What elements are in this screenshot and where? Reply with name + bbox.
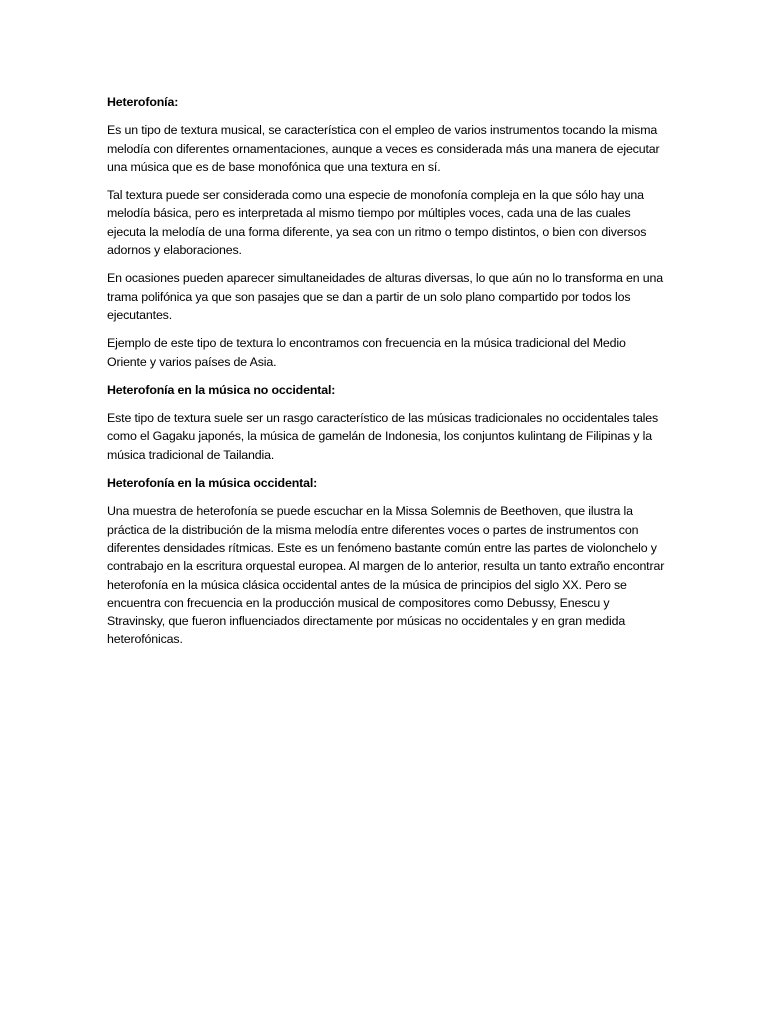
paragraph-monofonia-compleja: Tal textura puede ser considerada como una especie de monofonía compleja en la que sólo hay una melodía básica, pero es interpretada al mismo tiempo por múltiples voces, cada una de las cuales ejecuta la melodía de una forma diferente, ya sea con un ritmo o tempo distintos, o bien con diversos adornos y elaboraciones. [107, 188, 647, 258]
paragraph-occidental: Una muestra de heterofonía se puede escuchar en la Missa Solemnis de Beethoven, que ilustra la práctica de la distribución de la misma melodía entre diferentes voces o partes de instrumentos con diferentes densidades rítmicas. Este es un fenómeno bastante común entre las partes de violonchelo y contrabajo en la escritura orquestal europea. Al margen de lo anterior, resulta un tanto extraño encontrar heterofonía en la música clásica occidental antes de la música de principios del siglo XX. Pero se encuentra con frecuencia en la producción musical de compositores como Debussy, Enescu y Stravinsky, que fueron influenciados directamente por músicas no occidentales y en gran medida heterofónicas. [107, 504, 665, 647]
section-heading-no-occidental: Heterofonía en la música no occidental: [107, 382, 336, 397]
section-heading-occidental: Heterofonía en la música occidental: [107, 476, 318, 491]
paragraph-ejemplo: Ejemplo de este tipo de textura lo encontramos con frecuencia en la música tradicional del Medio Oriente y varios países de Asia. [107, 336, 626, 369]
paragraph-definition: Es un tipo de textura musical, se característica con el empleo de varios instrumentos tocando la misma melodía con diferentes ornamentaciones, aunque a veces es considerada más una manera de ejecutar una música que es de base monofónica que una textura en sí. [107, 123, 660, 174]
section-heading-heterofonia: Heterofonía: [107, 95, 179, 109]
document-body [107, 93, 667, 659]
paragraph-no-occidental: Este tipo de textura suele ser un rasgo característico de las músicas tradicionales no occidentales tales como el Gagaku japonés, la música de gamelán de Indonesia, los conjuntos kulintang de Filipinas y la música tradicional de Tailandia. [107, 411, 659, 462]
paragraph-simultaneidades: En ocasiones pueden aparecer simultaneidades de alturas diversas, lo que aún no lo transforma en una trama polifónica ya que son pasajes que se dan a partir de un solo plano compartido por todos los ejecutantes. [107, 271, 664, 322]
